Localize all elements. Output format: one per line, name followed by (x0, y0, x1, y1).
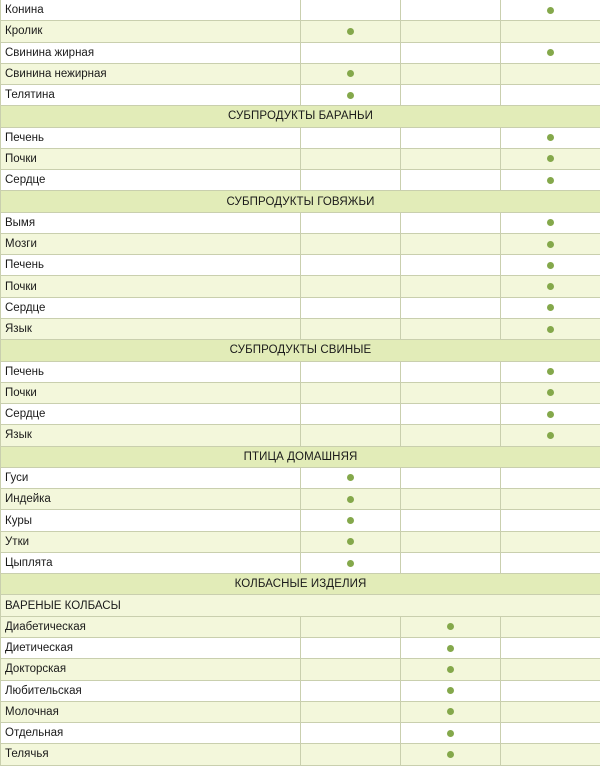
mark-cell-col-3 (501, 701, 600, 722)
mark-cell-col-2 (401, 637, 501, 658)
mark-cell-col-3 (501, 552, 600, 573)
mark-cell-col-2 (401, 0, 501, 21)
bullet-dot-icon (547, 155, 554, 162)
bullet-dot-icon (347, 496, 354, 503)
table-row (1, 552, 600, 573)
section-header-row (1, 340, 600, 361)
mark-cell-col-3 (501, 616, 600, 637)
table-row (1, 318, 600, 339)
product-name: Свинина жирная (1, 42, 301, 63)
mark-cell-col-1 (301, 637, 401, 658)
mark-cell-col-2 (401, 404, 501, 425)
section-header-row (1, 191, 600, 212)
section-title: СУБПРОДУКТЫ ГОВЯЖЬИ (1, 191, 600, 212)
product-name: Печень (1, 255, 301, 276)
product-name: Цыплята (1, 552, 301, 573)
mark-cell-col-2 (401, 361, 501, 382)
mark-cell-col-3 (501, 63, 600, 84)
mark-cell-col-3 (501, 85, 600, 106)
table-row (1, 637, 600, 658)
mark-cell-col-3 (501, 723, 600, 744)
mark-cell-col-3 (501, 382, 600, 403)
table-row (1, 680, 600, 701)
mark-cell-col-2 (401, 723, 501, 744)
mark-cell-col-1 (301, 552, 401, 573)
mark-cell-col-3 (501, 489, 600, 510)
table-row (1, 21, 600, 42)
bullet-dot-icon (547, 219, 554, 226)
table-row (1, 382, 600, 403)
bullet-dot-icon (547, 134, 554, 141)
mark-cell-col-3 (501, 425, 600, 446)
product-name: Кролик (1, 21, 301, 42)
mark-cell-col-1 (301, 680, 401, 701)
mark-cell-col-2 (401, 680, 501, 701)
section-title: СУБПРОДУКТЫ БАРАНЬИ (1, 106, 600, 127)
product-name: Диабетическая (1, 616, 301, 637)
mark-cell-col-1 (301, 404, 401, 425)
mark-cell-col-2 (401, 21, 501, 42)
mark-cell-col-1 (301, 297, 401, 318)
mark-cell-col-3 (501, 42, 600, 63)
bullet-dot-icon (547, 49, 554, 56)
mark-cell-col-3 (501, 680, 600, 701)
mark-cell-col-3 (501, 637, 600, 658)
bullet-dot-icon (447, 645, 454, 652)
mark-cell-col-3 (501, 361, 600, 382)
mark-cell-col-3 (501, 276, 600, 297)
bullet-dot-icon (547, 368, 554, 375)
table-row (1, 297, 600, 318)
bullet-dot-icon (547, 262, 554, 269)
mark-cell-col-2 (401, 467, 501, 488)
mark-cell-col-3 (501, 255, 600, 276)
mark-cell-col-1 (301, 85, 401, 106)
mark-cell-col-1 (301, 510, 401, 531)
table-row (1, 148, 600, 169)
mark-cell-col-3 (501, 233, 600, 254)
section-title: ПТИЦА ДОМАШНЯЯ (1, 446, 600, 467)
mark-cell-col-1 (301, 382, 401, 403)
mark-cell-col-1 (301, 255, 401, 276)
mark-cell-col-2 (401, 744, 501, 765)
mark-cell-col-2 (401, 63, 501, 84)
mark-cell-col-2 (401, 297, 501, 318)
mark-cell-col-3 (501, 148, 600, 169)
product-name: Вымя (1, 212, 301, 233)
bullet-dot-icon (447, 623, 454, 630)
table-row (1, 85, 600, 106)
table-row (1, 659, 600, 680)
product-name: Язык (1, 425, 301, 446)
mark-cell-col-1 (301, 42, 401, 63)
product-name: Утки (1, 531, 301, 552)
mark-cell-col-3 (501, 404, 600, 425)
mark-cell-col-3 (501, 318, 600, 339)
mark-cell-col-1 (301, 531, 401, 552)
subsection-header-row (1, 595, 600, 616)
bullet-dot-icon (347, 28, 354, 35)
product-name: Сердце (1, 297, 301, 318)
mark-cell-col-3 (501, 467, 600, 488)
table-row (1, 404, 600, 425)
mark-cell-col-3 (501, 170, 600, 191)
bullet-dot-icon (547, 389, 554, 396)
bullet-dot-icon (447, 708, 454, 715)
product-name: Докторская (1, 659, 301, 680)
mark-cell-col-1 (301, 276, 401, 297)
product-name: Гуси (1, 467, 301, 488)
mark-cell-col-2 (401, 425, 501, 446)
product-name: Индейка (1, 489, 301, 510)
product-name: Телячья (1, 744, 301, 765)
mark-cell-col-1 (301, 0, 401, 21)
bullet-dot-icon (547, 177, 554, 184)
product-name: Печень (1, 127, 301, 148)
product-name: Диетическая (1, 637, 301, 658)
mark-cell-col-3 (501, 744, 600, 765)
product-name: Сердце (1, 170, 301, 191)
mark-cell-col-2 (401, 489, 501, 510)
section-header-row (1, 106, 600, 127)
table-row (1, 616, 600, 637)
mark-cell-col-1 (301, 63, 401, 84)
product-name: Печень (1, 361, 301, 382)
mark-cell-col-3 (501, 531, 600, 552)
table-row (1, 255, 600, 276)
product-name: Телятина (1, 85, 301, 106)
table-row (1, 212, 600, 233)
mark-cell-col-2 (401, 276, 501, 297)
product-name: Язык (1, 318, 301, 339)
section-title: КОЛБАСНЫЕ ИЗДЕЛИЯ (1, 574, 600, 595)
bullet-dot-icon (347, 92, 354, 99)
mark-cell-col-1 (301, 659, 401, 680)
table-row (1, 744, 600, 765)
mark-cell-col-2 (401, 148, 501, 169)
section-title: СУБПРОДУКТЫ СВИНЫЕ (1, 340, 600, 361)
table-row (1, 361, 600, 382)
table-row (1, 0, 600, 21)
mark-cell-col-1 (301, 170, 401, 191)
bullet-dot-icon (347, 538, 354, 545)
bullet-dot-icon (347, 517, 354, 524)
mark-cell-col-1 (301, 148, 401, 169)
product-name: Любительская (1, 680, 301, 701)
table-body (1, 0, 600, 765)
product-name: Куры (1, 510, 301, 531)
table-row (1, 510, 600, 531)
product-name: Молочная (1, 701, 301, 722)
mark-cell-col-2 (401, 127, 501, 148)
mark-cell-col-1 (301, 212, 401, 233)
bullet-dot-icon (547, 304, 554, 311)
mark-cell-col-1 (301, 467, 401, 488)
mark-cell-col-1 (301, 701, 401, 722)
table-row (1, 531, 600, 552)
table-row (1, 170, 600, 191)
mark-cell-col-2 (401, 659, 501, 680)
bullet-dot-icon (547, 241, 554, 248)
table-row (1, 425, 600, 446)
section-header-row (1, 446, 600, 467)
mark-cell-col-1 (301, 723, 401, 744)
table-row (1, 276, 600, 297)
bullet-dot-icon (547, 326, 554, 333)
bullet-dot-icon (347, 70, 354, 77)
mark-cell-col-3 (501, 127, 600, 148)
table-row (1, 723, 600, 744)
bullet-dot-icon (447, 730, 454, 737)
table-row (1, 63, 600, 84)
mark-cell-col-1 (301, 744, 401, 765)
mark-cell-col-1 (301, 21, 401, 42)
mark-cell-col-2 (401, 42, 501, 63)
bullet-dot-icon (447, 751, 454, 758)
product-name: Мозги (1, 233, 301, 254)
bullet-dot-icon (547, 411, 554, 418)
mark-cell-col-1 (301, 233, 401, 254)
mark-cell-col-2 (401, 170, 501, 191)
table-row (1, 233, 600, 254)
bullet-dot-icon (347, 560, 354, 567)
mark-cell-col-2 (401, 531, 501, 552)
table-row (1, 701, 600, 722)
mark-cell-col-2 (401, 212, 501, 233)
mark-cell-col-2 (401, 552, 501, 573)
table-row (1, 467, 600, 488)
mark-cell-col-1 (301, 425, 401, 446)
mark-cell-col-1 (301, 361, 401, 382)
product-name: Почки (1, 276, 301, 297)
mark-cell-col-2 (401, 701, 501, 722)
product-name: Свинина нежирная (1, 63, 301, 84)
mark-cell-col-3 (501, 21, 600, 42)
section-header-row (1, 574, 600, 595)
mark-cell-col-1 (301, 318, 401, 339)
table-row (1, 127, 600, 148)
bullet-dot-icon (547, 432, 554, 439)
mark-cell-col-2 (401, 382, 501, 403)
mark-cell-col-3 (501, 212, 600, 233)
table-row (1, 489, 600, 510)
mark-cell-col-3 (501, 659, 600, 680)
bullet-dot-icon (347, 474, 354, 481)
mark-cell-col-2 (401, 616, 501, 637)
mark-cell-col-2 (401, 233, 501, 254)
mark-cell-col-1 (301, 127, 401, 148)
bullet-dot-icon (547, 7, 554, 14)
product-name: Почки (1, 148, 301, 169)
mark-cell-col-3 (501, 510, 600, 531)
mark-cell-col-3 (501, 297, 600, 318)
product-name: Почки (1, 382, 301, 403)
mark-cell-col-2 (401, 318, 501, 339)
bullet-dot-icon (447, 687, 454, 694)
mark-cell-col-3 (501, 0, 600, 21)
product-name: Конина (1, 0, 301, 21)
product-name: Отдельная (1, 723, 301, 744)
mark-cell-col-2 (401, 85, 501, 106)
mark-cell-col-2 (401, 255, 501, 276)
mark-cell-col-2 (401, 510, 501, 531)
table-row (1, 42, 600, 63)
mark-cell-col-1 (301, 616, 401, 637)
bullet-dot-icon (547, 283, 554, 290)
bullet-dot-icon (447, 666, 454, 673)
product-name: Сердце (1, 404, 301, 425)
subsection-title: ВАРЕНЫЕ КОЛБАСЫ (1, 595, 600, 616)
mark-cell-col-1 (301, 489, 401, 510)
